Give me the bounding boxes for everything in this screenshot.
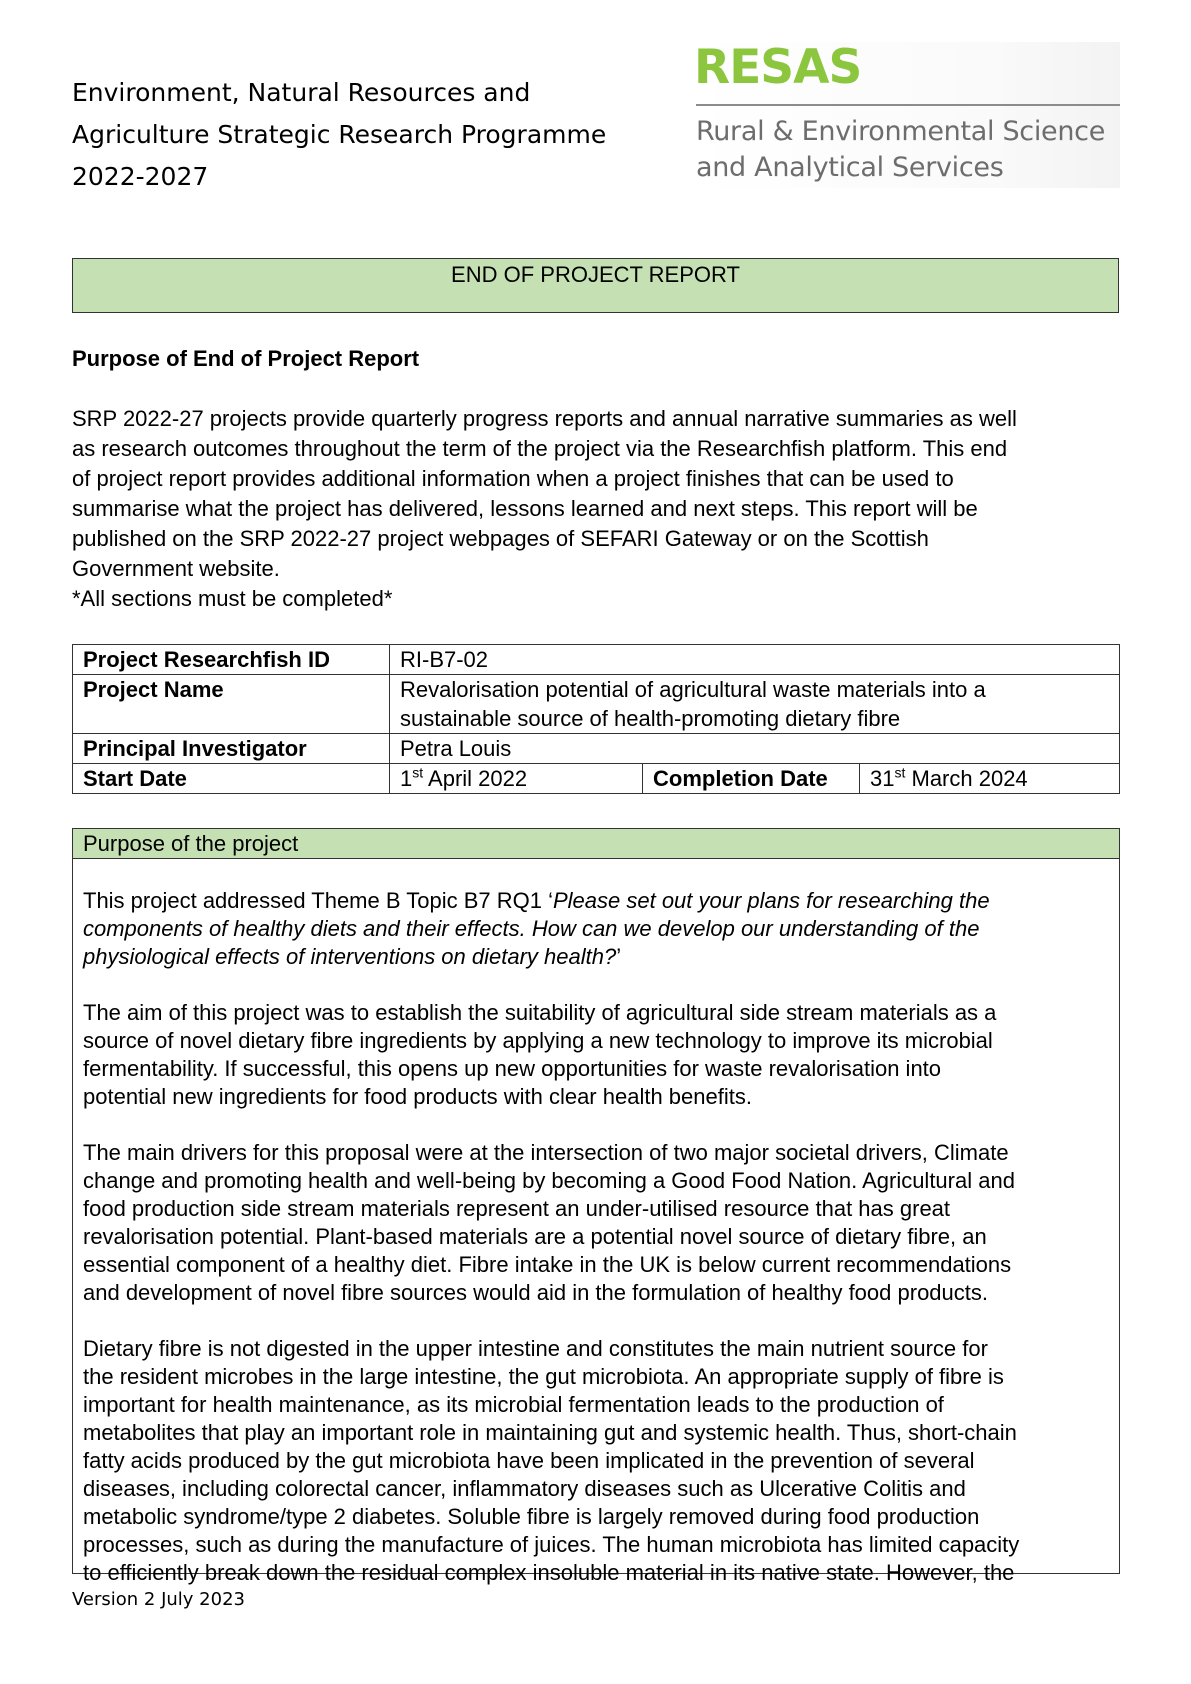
logo-divider: [696, 104, 1120, 106]
text-line: food production side stream materials represent an under-utilised resource that has great: [83, 1196, 951, 1221]
section-heading: Purpose of End of Project Report: [72, 346, 420, 371]
text-line: and development of novel fibre sources would aid in the formulation of healthy food products.: [83, 1280, 988, 1305]
pi-label: Principal Investigator: [73, 734, 390, 764]
text-line: Government website.: [72, 556, 280, 581]
text-line: metabolic syndrome/type 2 diabetes. Soluble fibre is largely removed during food production: [83, 1504, 980, 1529]
logo-subtitle: [696, 114, 1105, 186]
text-line: The main drivers for this proposal were at the intersection of two major societal drivers, Climate: [83, 1140, 1009, 1165]
text-line: source of novel dietary fibre ingredients by applying a new technology to improve its microbial: [83, 1028, 993, 1053]
logo-subtitle-line: and Analytical Services: [696, 152, 1004, 183]
pi-value: Petra Louis: [390, 734, 1120, 764]
purpose-section-box: [72, 828, 1120, 1585]
text-line: fermentability. If successful, this opens up new opportunities for waste revalorisation into: [83, 1056, 942, 1081]
completion-label: Completion Date: [643, 764, 860, 794]
table-row: [73, 645, 1120, 675]
project-info-table: [72, 644, 1120, 794]
text-line: of project report provides additional information when a project finishes that can be used to: [72, 466, 954, 491]
purpose-section-body: [73, 887, 1119, 1587]
text-line: processes, such as during the manufacture of juices. The human microbiota has limited capacity: [83, 1532, 1020, 1557]
text-line: summarise what the project has delivered, lessons learned and next steps. This report will be: [72, 496, 978, 521]
start-label: Start Date: [73, 764, 390, 794]
text-line: important for health maintenance, as its microbial fermentation leads to the production of: [83, 1392, 944, 1417]
text-segment: ’: [616, 944, 622, 969]
text-line: as research outcomes throughout the term of the project via the Researchfish platform. This end: [72, 436, 1008, 461]
id-label: Project Researchfish ID: [73, 645, 390, 675]
version-footer: Version 2 July 2023: [72, 1589, 245, 1610]
table-row: [73, 734, 1120, 764]
purpose-section-heading: Purpose of the project: [73, 829, 1119, 859]
completion-value: [860, 764, 1120, 794]
text-segment: [83, 888, 990, 913]
paragraph: [83, 887, 1109, 915]
programme-title-line: Agriculture Strategic Research Programme: [72, 120, 607, 149]
text-line: diseases, including colorectal cancer, inflammatory diseases such as Ulcerative Colitis and: [83, 1476, 966, 1501]
report-banner: END OF PROJECT REPORT: [72, 258, 1119, 313]
text-line: the resident microbes in the large intestine, the gut microbiota. An appropriate supply of fibre is: [83, 1364, 1004, 1389]
completion-day: 31: [870, 766, 895, 791]
text-segment: This project addressed Theme B Topic B7 RQ1 ‘: [83, 888, 553, 913]
id-value: RI-B7-02: [390, 645, 1120, 675]
start-month-year: April 2022: [423, 766, 528, 791]
text-line: change and promoting health and well-being by becoming a Good Food Nation. Agricultural and: [83, 1168, 1015, 1193]
table-row: [73, 675, 1120, 734]
name-value: [390, 675, 1120, 734]
text-line: to efficiently break down the residual complex insoluble material in its native state. However, the: [83, 1560, 1015, 1585]
text-line: published on the SRP 2022-27 project webpages of SEFARI Gateway or on the Scottish: [72, 526, 929, 551]
logo-wordmark: RESAS: [694, 40, 862, 95]
text-line: metabolites that play an important role in maintaining gut and systemic health. Thus, short-chain: [83, 1420, 1017, 1445]
intro-paragraph: [72, 404, 1132, 614]
table-row: [73, 764, 1120, 794]
resas-logo: [694, 42, 1120, 188]
name-line: sustainable source of health-promoting dietary fibre: [400, 706, 901, 731]
italic-text: Please set out your plans for researching the: [552, 888, 990, 913]
start-ordinal: st: [412, 764, 424, 781]
programme-title-line: Environment, Natural Resources and: [72, 78, 531, 107]
logo-subtitle-line: Rural & Environmental Science: [696, 116, 1106, 147]
text-line: The aim of this project was to establish the suitability of agricultural side stream materials as a: [83, 1000, 997, 1025]
italic-text: physiological effects of interventions on dietary health?: [83, 944, 617, 969]
start-day: 1: [400, 766, 413, 791]
text-line: Dietary fibre is not digested in the upper intestine and constitutes the main nutrient source for: [83, 1336, 988, 1361]
programme-title-line: 2022-2027: [72, 162, 209, 191]
text-line: essential component of a healthy diet. Fibre intake in the UK is below current recommendations: [83, 1252, 1012, 1277]
text-line: [83, 943, 1109, 971]
completion-note: *All sections must be completed*: [72, 586, 393, 611]
text-line: potential new ingredients for food products with clear health benefits.: [83, 1084, 752, 1109]
text-line: fatty acids produced by the gut microbiota have been implicated in the prevention of several: [83, 1448, 975, 1473]
name-line: Revalorisation potential of agricultural waste materials into a: [400, 677, 986, 702]
name-label: Project Name: [73, 675, 390, 734]
completion-ordinal: st: [894, 764, 906, 781]
start-value: [390, 764, 643, 794]
text-line: SRP 2022-27 projects provide quarterly progress reports and annual narrative summaries as well: [72, 406, 1017, 431]
italic-line: components of healthy diets and their effects. How can we develop our understanding of the: [83, 916, 980, 941]
programme-title: [72, 72, 672, 198]
completion-month-year: March 2024: [905, 766, 1028, 791]
text-line: revalorisation potential. Plant-based materials are a potential novel source of dietary fibre, an: [83, 1224, 987, 1249]
